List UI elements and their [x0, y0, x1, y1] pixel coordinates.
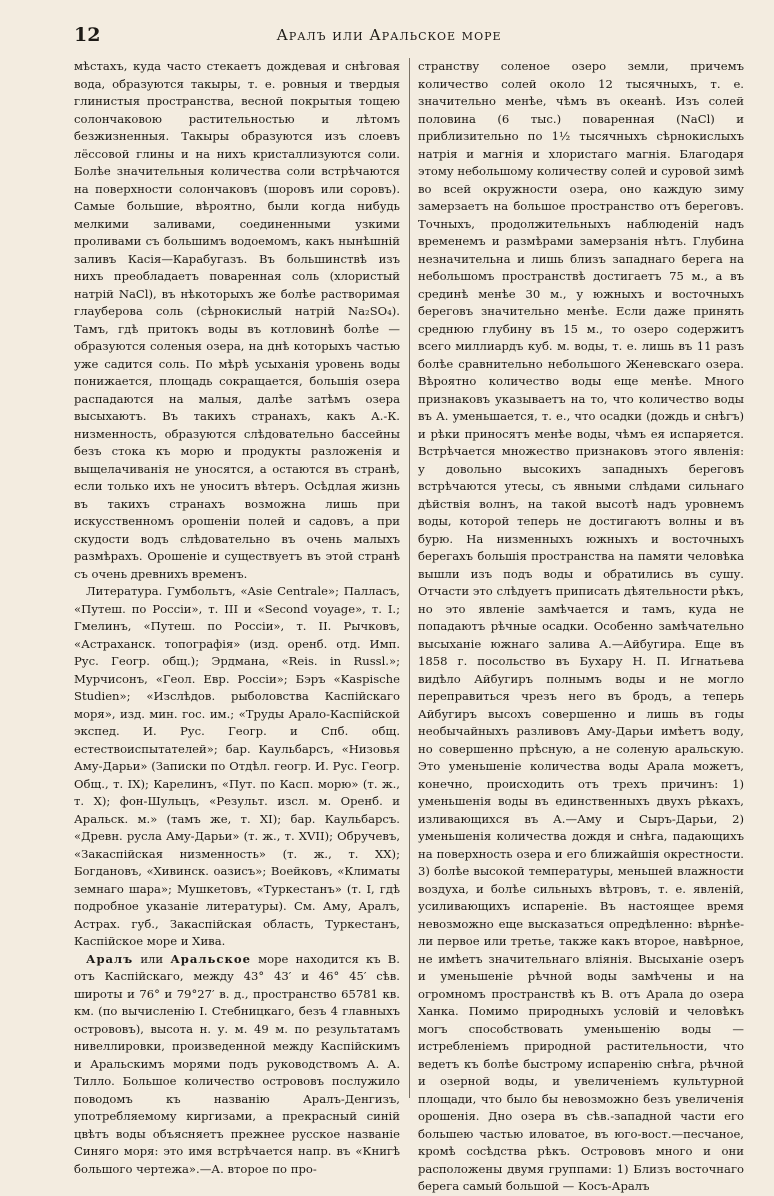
running-title: Аралъ или Аральское море — [276, 26, 502, 44]
right-paragraph-1: странству соленое озеро земли, причемъ количество солей около 12 тысячныхъ, т. е. значительно менѣе, чѣмъ въ океанѣ. Изъ солей половина (6 тыс.) поваренная (NaCl) и приблизительно по 1½ тысячныхъ сѣрнокислыхъ натрія и магнія и хлористаго магнія. Благодаря этому небольшому количеству солей и суровой зимѣ во всей окружности озера, оно каждую зиму замерзаетъ на большое пространство отъ береговъ. Точныхъ, продолжительныхъ наблюденій надъ временемъ и размѣрами замерзанія нѣтъ. Глубина незначительна и лишь близъ западнаго берега на небольшомъ пространствѣ достигаетъ 75 м., а въ срединѣ менѣе 30 м., у южныхъ и восточныхъ береговъ значительно менѣе. Если даже принять среднюю глубину въ 15 м., то озеро содержитъ всего миллиардъ куб. м. воды, т. е. лишь въ 11 разъ болѣе сравнительно небольшого Женевскаго озера. Вѣроятно количество воды еще менѣе. Много признаковъ указываетъ на то, что количество воды въ А. уменьшается, т. е., что осадки (дождь и снѣгъ) и рѣки приносятъ менѣе воды, чѣмъ ея испаряется. Встрѣчается множество признаковъ этого явленія: у довольно высокихъ западныхъ береговъ встрѣчаются утесы, съ явными слѣдами сильнаго дѣйствія волнъ, на такой высотѣ надъ уровнемъ воды, которой теперь не достигаютъ волны и въ бурю. На низменныхъ южныхъ и восточныхъ берегахъ большія пространства на памяти человѣка вышли изъ подъ воды и обратились въ сушу. Отчасти это слѣдуетъ приписать дѣятельности рѣкъ, но это явленіе замѣчается и тамъ, куда не попадаютъ рѣчные осадки. Особенно замѣчательно высыханіе южнаго залива А.—Айбугира. Еще въ 1858 г. посольство въ Бухару Н. П. Игнатьева видѣло Айбугиръ полнымъ воды и не могло переправиться чрезъ него въ бродъ, а теперь Айбугиръ высохъ совершенно и лишь въ годы необычайныхъ разливовъ Аму-Дарьи имѣетъ воду, но совершенно прѣсную, а не соленую аральскую. Это уменьшеніе количества воды Арала можетъ, конечно, происходить отъ трехъ причинъ: 1) уменьшенія воды въ единственныхъ двухъ рѣкахъ, изливающихся въ А.—Аму и Сыръ-Дарьи, 2) уменьшенія количества дождя и снѣга, падающихъ на поверхность озера и его ближайшія окрестности. 3) болѣе высокой температуры, меньшей влажности воздуха, и болѣе сильныхъ вѣтровъ, т. е. явленій, усиливающихъ испареніе. Въ настоящее время невозможно еще высказаться опредѣленно: вѣрнѣе-ли первое или третье, также какъ второе, навѣрное, не имѣетъ значительнаго вліянія. Высыханіе озеръ и уменьшеніе рѣчной воды замѣчены и на огромномъ пространствѣ къ В. отъ Арала до озера Ханка. Помимо природныхъ условій и человѣкъ могъ способствовать уменьшенію воды — истребленіемъ природной растительности, что ведетъ къ болѣе быстрому испаренію снѣга, рѣчной и озерной воды, и увеличеніемъ культурной площади, что было бы невозможно безъ увеличенія орошенія. Дно озера въ сѣв.-западной части его большею частью иловатое, въ юго-вост.—песчаное, кромѣ сосѣдства рѣкъ. Острововъ много и они расположены двумя группами: 1) Близъ восточнаго берега самый большой — Косъ-Аралъ — [418, 59, 744, 1193]
literature-paragraph: Литература. Гумбольтъ, «Asie Centrale»; Палласъ, «Путеш. по Россіи», т. III и «Second voyage», т. I.; Гмелинъ, «Путеш. по Россіи», т. II. Рычковъ, «Астраханск. топографія» (изд. оренб. отд. Имп. Рус. Геогр. общ.); Эрдмана, «Reis. in Russl.»; Мурчисонъ, «Геол. Евр. Россіи»; Бэръ «Kaspische Studien»; «Изслѣдов. рыболовства Каспійскаго моря», изд. мин. гос. им.; «Труды Арало-Каспійской экспед. И. Рус. Геогр. и Спб. общ. естествоиспытателей»; бар. Каульбарсъ, «Низовья Аму-Дарьи» (Записки по Отдѣл. геогр. И. Рус. Геогр. Общ., т. IX); Карелинъ, «Пут. по Касп. морю» (т. ж., т. X); фон-Шульцъ, «Результ. изсл. м. Оренб. и Аральск. м.» (тамъ же, т. XI); бар. Каульбарсъ. «Древн. русла Аму-Дарьи» (т. ж., т. XVII); Обручевъ, «Закаспійская низменность» (т. ж., т. XX); Богдановъ, «Хивинск. оазисъ»; Воейковъ, «Климаты земнаго шара»; Мушкетовъ, «Туркестанъ» (т. I, гдѣ подробное указаніе литературы). См. Аму, Аралъ, Астрах. губ., Закаспійская область, Туркестанъ, Каспійское море и Хива. — [74, 584, 400, 948]
left-paragraph-1: мѣстахъ, куда часто стекаетъ дождевая и снѣговая вода, образуются такыры, т. е. ровныя и твердыя глинистыя пространства, весной покрытыя тощею солончаковою растительностью и лѣтомъ безжизненныя. Такыры образуются изъ слоевъ лёссовой глины и на нихъ кристаллизуются соли. Болѣе значительныя количества соли встрѣчаются на поверхности солончаковъ (шоровъ или соровъ). Самые большие, вѣроятно, были когда нибудь мелкими заливами, соединенными узкими проливами съ большимъ водоемомъ, какъ нынѣшній заливъ Касія—Карабугазъ. Въ большинствѣ изъ нихъ преобладаетъ поваренная соль (хлористый натрій NaCl), въ нѣкоторыхъ же болѣе растворимая глауберова соль (сѣрнокислый натрій Na₂SO₄). Тамъ, гдѣ притокъ воды въ котловинѣ болѣе — образуются соленыя озера, на днѣ которыхъ частью уже садится соль. По мѣрѣ усыханія уровень воды понижается, площадь сокращается, большія озера распадаются на малыя, далѣе затѣмъ озера высыхаютъ. Въ такихъ странахъ, какъ А.-К. низменность, образуются слѣдовательно бассейны безъ стока къ морю и продукты разложенія и выщелачиванія не уносятся, а остаются въ странѣ, если только ихъ не уноситъ вѣтеръ. Осѣдлая жизнь въ такихъ странахъ возможна лишь при искусственномъ орошеніи полей и садовъ, а при скудости водъ слѣдовательно въ очень малыхъ размѣрахъ. Орошеніе и существуетъ въ этой странѣ съ очень древнихъ временъ. — [74, 59, 400, 581]
aral-entry-paragraph — [74, 951, 400, 1179]
column-divider — [409, 58, 410, 1098]
left-column — [74, 58, 400, 1176]
entry-conjunction: или — [140, 951, 164, 966]
entry-headword-2: Аральское — [170, 951, 251, 966]
page-header — [74, 24, 704, 52]
entry-headword: Аралъ — [86, 951, 134, 966]
page-number: 12 — [74, 24, 101, 46]
right-column — [418, 58, 744, 1193]
entry-body: море находится къ В. отъ Каспійскаго, между 43° 43′ и 46° 45′ сѣв. широты и 76° и 79°27′ в. д., пространство 65781 кв. км. (по вычисленію I. Стебницкаго, безъ 4 главныхъ острововъ), высота н. у. м. 49 м. по результатамъ нивеллировки, произведенной между Каспійскимъ и Аральскимъ морями подъ руководствомъ А. А. Тилло. Большое количество острововъ послужило поводомъ къ названію Аралъ-Денгизъ, употребляемому киргизами, а прекрасный синій цвѣтъ воды объясняетъ прежнее русское названіе Синяго моря: это имя встрѣчается напр. въ «Книгѣ большого чертежа».—А. второе по про- — [74, 951, 400, 1176]
